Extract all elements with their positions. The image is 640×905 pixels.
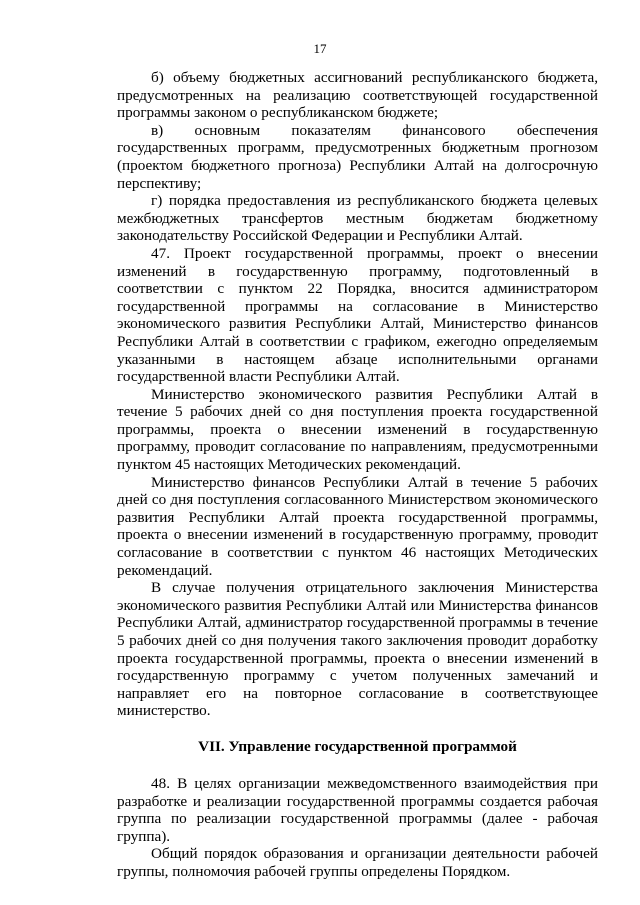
section-title: VII. Управление государственной программой: [198, 737, 517, 755]
paragraph-g-transfers: г) порядка предоставления из республиканского бюджета целевых межбюджетных трансфертов местным бюджетам бюджетному законодательству Российской Федерации и Республики Алтай.: [117, 192, 598, 245]
page-number: 17: [313, 41, 327, 56]
paragraph-ministry-economic-development: Министерство экономического развития Республики Алтай в течение 5 рабочих дней со дня поступления проекта государственной программы, проекта о внесении изменений в государственную программу, проводит согласование по направлениям, предусмотренными пунктом 45 настоящих Методических рекомендаций.: [117, 385, 598, 474]
paragraph-48-working-group: 48. В целях организации межведомственного взаимодействия при разработке и реализации государственной программы создается рабочая группа по реализации государственной программы (далее - рабочая группа).: [117, 774, 598, 845]
paragraph-ministry-finance: Министерство финансов Республики Алтай в течение 5 рабочих дней со дня поступления согласованного Министерством экономического развития Республики Алтай проекта государственной программы, проекта о внесении изменений в государственную программу, проводит согласование в соответствии с пунктом 46 настоящих Методических рекомендаций.: [117, 473, 598, 579]
paragraph-47-project-submission: 47. Проект государственной программы, проект о внесении изменений в государственную программу, подготовленный в соответствии с пунктом 22 Порядка, вносится администратором государственной программы на согласование в Министерство экономического развития Республики Алтай, Министерство финансов Республики Алтай в соответствии с графиком, ежегодно определяемым указанными в настоящем абзаце исполнительными органами государственной власти Республики Алтай.: [117, 244, 598, 386]
paragraph-b-budget-allocations: б) объему бюджетных ассигнований республиканского бюджета, предусмотренных на реализацию соответствующей государственной программы законом о республиканском бюджете;: [117, 69, 598, 122]
document-body: [117, 69, 598, 881]
paragraph-v-financial-indicators: в) основным показателям финансового обеспечения государственных программ, предусмотренных бюджетным прогнозом (проектом бюджетного прогноза) Республики Алтай на долгосрочную перспективу;: [117, 121, 598, 192]
paragraph-negative-conclusion: В случае получения отрицательного заключения Министерства экономического развития Республики Алтай или Министерства финансов Республики Алтай, администратор государственной программы в течение 5 рабочих дней со дня получения такого заключения проводит доработку проекта государственной программы, проекта о внесении изменений в государственную программу с учетом полученных замечаний и направляет его на повторное согласование в соответствующее министерство.: [117, 579, 598, 720]
paragraph-working-group-procedure: Общий порядок образования и организации деятельности рабочей группы, полномочия рабочей группы определены Порядком.: [117, 845, 598, 880]
